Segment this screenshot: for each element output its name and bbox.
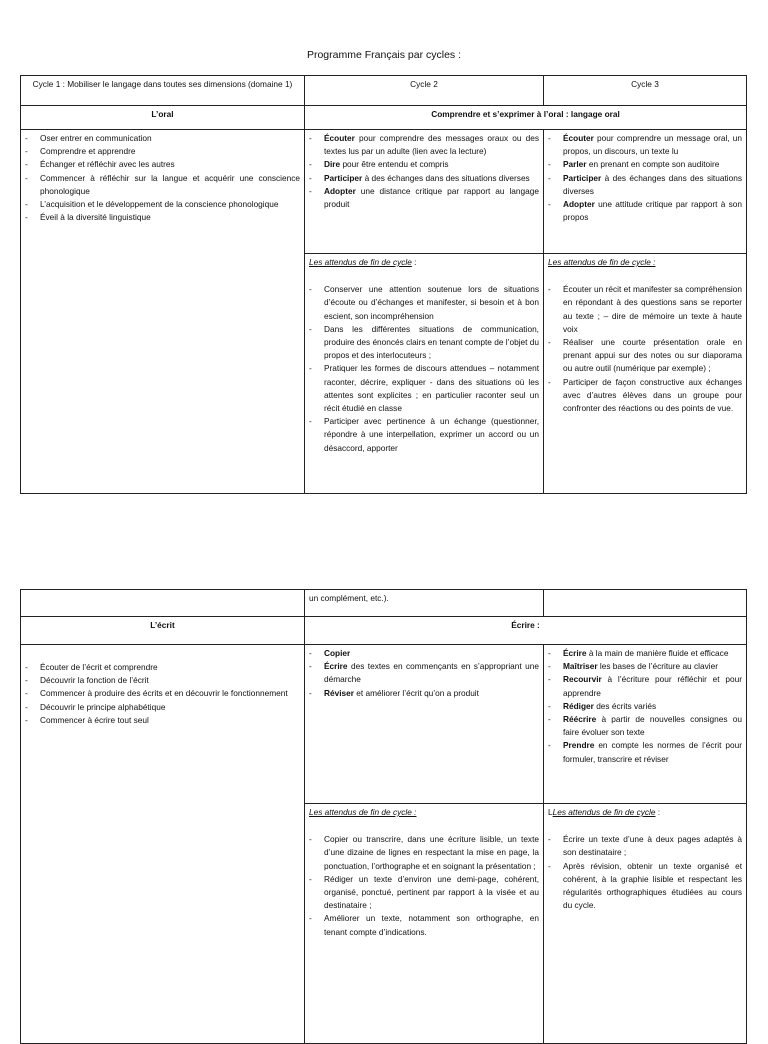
item-text: des écrits variés [593, 700, 657, 711]
keyword: Dire [324, 159, 341, 170]
table-header-row [21, 76, 747, 106]
keyword: Écrire [563, 648, 587, 658]
cycle3-oral-attendus-list [548, 283, 742, 415]
item-text: pour comprendre des messages oraux ou des textes lus par un adulte (lien avec la lecture) [324, 133, 539, 157]
cycle2-oral-list [309, 132, 539, 211]
list-item [548, 700, 742, 713]
list-item [548, 673, 742, 699]
item-text: pour comprendre un message oral, un propos, un discours, un texte lu [563, 133, 742, 157]
header-cycle1 [21, 76, 305, 106]
cycle2-ecrit-attendus [305, 804, 544, 1044]
header-cycle3: Cycle 3 [544, 76, 747, 106]
keyword: Écouter [324, 133, 355, 143]
item-text: à des échanges dans des situations diverses [563, 172, 742, 196]
list-item [309, 158, 539, 171]
list-item [548, 647, 742, 660]
cycle3-ecrit-attendus [544, 804, 747, 1044]
list-item: - Éveil à la diversité linguistique [25, 211, 300, 224]
item-text: et améliorer l’écrit qu’on a produit [353, 687, 479, 698]
list-item: - Échanger et réfléchir avec les autres [25, 158, 300, 171]
cycle2-oral-skills [305, 130, 544, 254]
list-item [548, 198, 742, 224]
skills-row-oral [21, 130, 747, 254]
cycle1-description: : Mobiliser le langage dans toutes ses dimensions (domaine 1) [60, 79, 293, 89]
keyword: Copier [324, 648, 351, 658]
item-text: une attitude critique par rapport à son propos [563, 199, 742, 223]
list-item: - Découvrir le principe alphabétique [25, 701, 300, 714]
item-text: les bases de l’écriture au clavier [597, 661, 718, 672]
section-oral-main: Comprendre et s’exprimer à l’oral : langage oral [305, 106, 747, 130]
list-item: - Oser entrer en communication [25, 132, 300, 145]
cycle1-label: Cycle 1 [32, 79, 61, 89]
continuation-cell: un complément, etc.). [305, 590, 544, 617]
keyword: Maîtriser [563, 661, 598, 672]
cycle3-oral-attendus [544, 254, 747, 494]
list-item: - Conserver une attention soutenue lors de situations d’écoute ou d’échanges et manifester, si besoin et à bon escient, son incompréhension [309, 283, 539, 323]
list-item: - Améliorer un texte, notamment son orthographe, en tenant compte d’indications. [309, 912, 539, 938]
item-text: à des échanges dans des situations diverses [362, 172, 530, 183]
cycle3-oral-skills [544, 130, 747, 254]
item-text: en compte les normes de l’écrit pour formuler, transcrire et réviser [563, 740, 742, 764]
keyword: Écouter [563, 133, 594, 143]
keyword: Prendre [563, 740, 595, 751]
list-item [548, 739, 742, 765]
list-item [548, 172, 742, 198]
keyword: Parler [563, 159, 587, 170]
continuation-empty-cell [544, 590, 747, 617]
cycle3-ecrit-skills [544, 645, 747, 804]
item-text: pour être entendu et compris [340, 159, 449, 170]
attendus-title-suffix: : [411, 257, 417, 267]
item-text: des textes en commençants en s’appropriant une démarche [324, 661, 539, 685]
keyword: Écrire [324, 661, 348, 672]
continuation-empty-cell [21, 590, 305, 617]
list-item [548, 158, 742, 171]
cycle1-ecrit-cell [21, 645, 305, 1044]
item-text: à partir de nouvelles consignes ou faire évoluer son texte [563, 714, 742, 738]
attendus-title [309, 806, 539, 819]
list-item: - Commencer à réfléchir sur la langue et acquérir une conscience phonologique [25, 172, 300, 198]
attendus-title [309, 256, 539, 269]
cycle2-ecrit-attendus-list [309, 833, 539, 939]
cycle1-oral-list [25, 132, 300, 224]
cycle2-ecrit-skills [305, 645, 544, 804]
list-item: - Réaliser une courte présentation orale en prenant appui sur des notes ou sur diaporama ou autre outil (numérique par exemple) ; [548, 336, 742, 376]
keyword: Réviser [324, 687, 354, 698]
list-item [548, 713, 742, 739]
cycle2-oral-attendus-list [309, 283, 539, 455]
list-item: - Après révision, obtenir un texte organisé et cohérent, à la graphie lisible et respectant les régularités orthographiques étudiées au cours du cycle. [548, 860, 742, 913]
cycle3-ecrit-attendus-list [548, 833, 742, 912]
list-item: - Participer avec pertinence à un échange (questionner, répondre à une interpellation, exprimer un accord ou un désaccord, apporter [309, 415, 539, 455]
cycle2-ecrit-list [309, 647, 539, 700]
page-title: Programme Français par cycles : [306, 49, 462, 61]
list-item [309, 660, 539, 686]
list-item: - Commencer à produire des écrits et en découvrir le fonctionnement [25, 687, 300, 700]
table-ecrit [20, 589, 747, 1044]
list-item [309, 647, 539, 660]
attendus-title-prefix: L [548, 807, 553, 817]
cycle1-ecrit-list [25, 661, 300, 727]
keyword: Adopter [563, 199, 595, 210]
keyword: Réécrire [563, 714, 597, 725]
list-item: - Participer de façon constructive aux échanges avec d’autres élèves dans un groupe pour confronter des réactions ou des points de vue. [548, 376, 742, 416]
list-item: - Dans les différentes situations de communication, produire des énoncés clairs en tenant compte de l’objet du propos et des interlocuteurs ; [309, 323, 539, 363]
item-text: une distance critique par rapport au langage produit [324, 185, 539, 210]
section-row-ecrit [21, 617, 747, 645]
keyword: Recourvir [563, 674, 602, 685]
attendus-title [548, 256, 742, 269]
list-item [548, 660, 742, 673]
list-item [309, 132, 539, 158]
attendus-title-text: Les attendus de fin de cycle [552, 807, 656, 817]
keyword: Adopter [324, 185, 356, 196]
attendus-title-text: Les attendus de fin de cycle : [309, 807, 417, 817]
header-cycle2: Cycle 2 [305, 76, 544, 106]
list-item: - Écrire un texte d’une à deux pages adaptés à son destinataire ; [548, 833, 742, 859]
list-item: - Écouter de l’écrit et comprendre [25, 661, 300, 674]
keyword: Participer [563, 172, 602, 183]
attendus-title-text: Les attendus de fin de cycle : [548, 257, 656, 267]
list-item: - Copier ou transcrire, dans une écriture lisible, un texte d’une dizaine de lignes en respectant la mise en page, la ponctuation, l’orthographe et en soignant la présentation ; [309, 833, 539, 873]
section-ecrire: Écrire : [305, 617, 747, 645]
table-oral [20, 75, 747, 494]
cycle3-oral-list [548, 132, 742, 224]
list-item: - Commencer à écrire tout seul [25, 714, 300, 727]
attendus-title-text: Les attendus de fin de cycle [309, 257, 412, 267]
cycle3-ecrit-list [548, 647, 742, 766]
section-ecrit: L’écrit [21, 617, 305, 645]
section-oral: L’oral [21, 106, 305, 130]
skills-row-ecrit [21, 645, 747, 804]
cycle2-oral-attendus [305, 254, 544, 494]
attendus-title [548, 806, 742, 819]
cycle1-oral-cell [21, 130, 305, 494]
attendus-title-suffix: : [655, 807, 661, 817]
section-row-oral [21, 106, 747, 130]
item-text: à la main de manière fluide et efficace [586, 648, 729, 658]
list-item: - Écouter un récit et manifester sa compréhension en répondant à des questions sans se reporter au texte ; – dire de mémoire un texte à haute voix [548, 283, 742, 336]
item-text: en prenant en compte son auditoire [586, 159, 720, 170]
keyword: Rédiger [563, 700, 594, 711]
list-item: - Comprendre et apprendre [25, 145, 300, 158]
list-item: - Découvrir la fonction de l’écrit [25, 674, 300, 687]
continuation-row [21, 590, 747, 617]
list-item [309, 185, 539, 211]
list-item [548, 132, 742, 158]
item-text: à l’écriture pour réfléchir et pour apprendre [563, 674, 742, 698]
list-item: - L’acquisition et le développement de la conscience phonologique [25, 198, 300, 211]
list-item: - Pratiquer les formes de discours attendues – notamment raconter, décrire, expliquer - dans des situations où les attentes sont explicites ; en particulier raconter seul un récit étudié en classe [309, 362, 539, 415]
list-item [309, 172, 539, 185]
list-item: - Rédiger un texte d’environ une demi-page, cohérent, organisé, ponctué, pertinent par rapport à la visée et au destinataire ; [309, 873, 539, 913]
list-item [309, 687, 539, 700]
keyword: Participer [324, 172, 363, 183]
